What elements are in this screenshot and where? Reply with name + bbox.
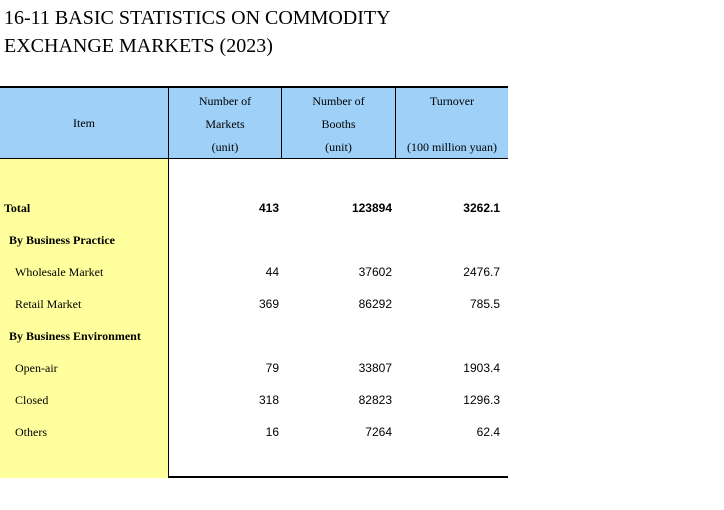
row-booths: 86292 bbox=[358, 297, 392, 311]
column-divider-1 bbox=[168, 88, 169, 478]
table-row-total bbox=[0, 198, 508, 218]
header-markets-line-1: Number of bbox=[198, 94, 252, 108]
row-label: Wholesale Market bbox=[15, 265, 104, 279]
statistics-table bbox=[0, 86, 508, 478]
row-markets: 369 bbox=[258, 297, 279, 311]
row-turnover: 785.5 bbox=[469, 297, 500, 311]
table-row bbox=[0, 358, 508, 378]
row-label: Retail Market bbox=[15, 297, 82, 311]
header-markets-line-2: Markets bbox=[205, 117, 245, 131]
row-markets: 44 bbox=[265, 265, 279, 279]
row-booths: 33807 bbox=[358, 361, 392, 375]
row-turnover: 62.4 bbox=[476, 425, 500, 439]
row-label: By Business Environment bbox=[9, 329, 141, 343]
row-turnover: 1296.3 bbox=[463, 393, 500, 407]
row-label: Total bbox=[4, 201, 31, 215]
row-label: Open-air bbox=[15, 361, 58, 375]
table-row bbox=[0, 262, 508, 282]
row-markets: 318 bbox=[258, 393, 279, 407]
table-row bbox=[0, 422, 508, 442]
header-booths bbox=[282, 88, 395, 158]
table-header bbox=[0, 88, 508, 159]
header-booths-line-3: (unit) bbox=[325, 140, 352, 154]
header-item-label: Item bbox=[73, 116, 95, 130]
row-label: Others bbox=[15, 425, 47, 439]
row-booths: 123894 bbox=[351, 201, 392, 215]
row-markets: 413 bbox=[258, 201, 279, 215]
header-turnover bbox=[396, 88, 508, 158]
table-row-section bbox=[0, 326, 508, 346]
row-turnover: 2476.7 bbox=[463, 265, 500, 279]
header-booths-line-2: Booths bbox=[321, 117, 356, 131]
column-divider-3 bbox=[395, 88, 396, 159]
header-markets-line-3: (unit) bbox=[211, 140, 239, 154]
column-divider-2 bbox=[281, 88, 282, 159]
row-booths: 7264 bbox=[365, 425, 392, 439]
page-title bbox=[4, 4, 391, 60]
header-markets bbox=[169, 88, 281, 158]
row-label: Closed bbox=[15, 393, 49, 407]
row-turnover: 3262.1 bbox=[463, 201, 500, 215]
table-row bbox=[0, 390, 508, 410]
header-turnover-line-2: (100 million yuan) bbox=[407, 140, 497, 154]
row-booths: 37602 bbox=[358, 265, 392, 279]
table-row-section bbox=[0, 230, 508, 250]
row-label: By Business Practice bbox=[9, 233, 115, 247]
row-turnover: 1903.4 bbox=[463, 361, 500, 375]
row-markets: 16 bbox=[265, 425, 279, 439]
header-item bbox=[0, 88, 168, 158]
header-turnover-line-1: Turnover bbox=[429, 94, 475, 108]
row-booths: 82823 bbox=[358, 393, 392, 407]
header-booths-line-1: Number of bbox=[312, 94, 365, 108]
title-line-1: 16-11 BASIC STATISTICS ON COMMODITY bbox=[4, 7, 391, 29]
title-line-2: EXCHANGE MARKETS (2023) bbox=[4, 35, 273, 57]
row-markets: 79 bbox=[265, 361, 279, 375]
table-row bbox=[0, 294, 508, 314]
